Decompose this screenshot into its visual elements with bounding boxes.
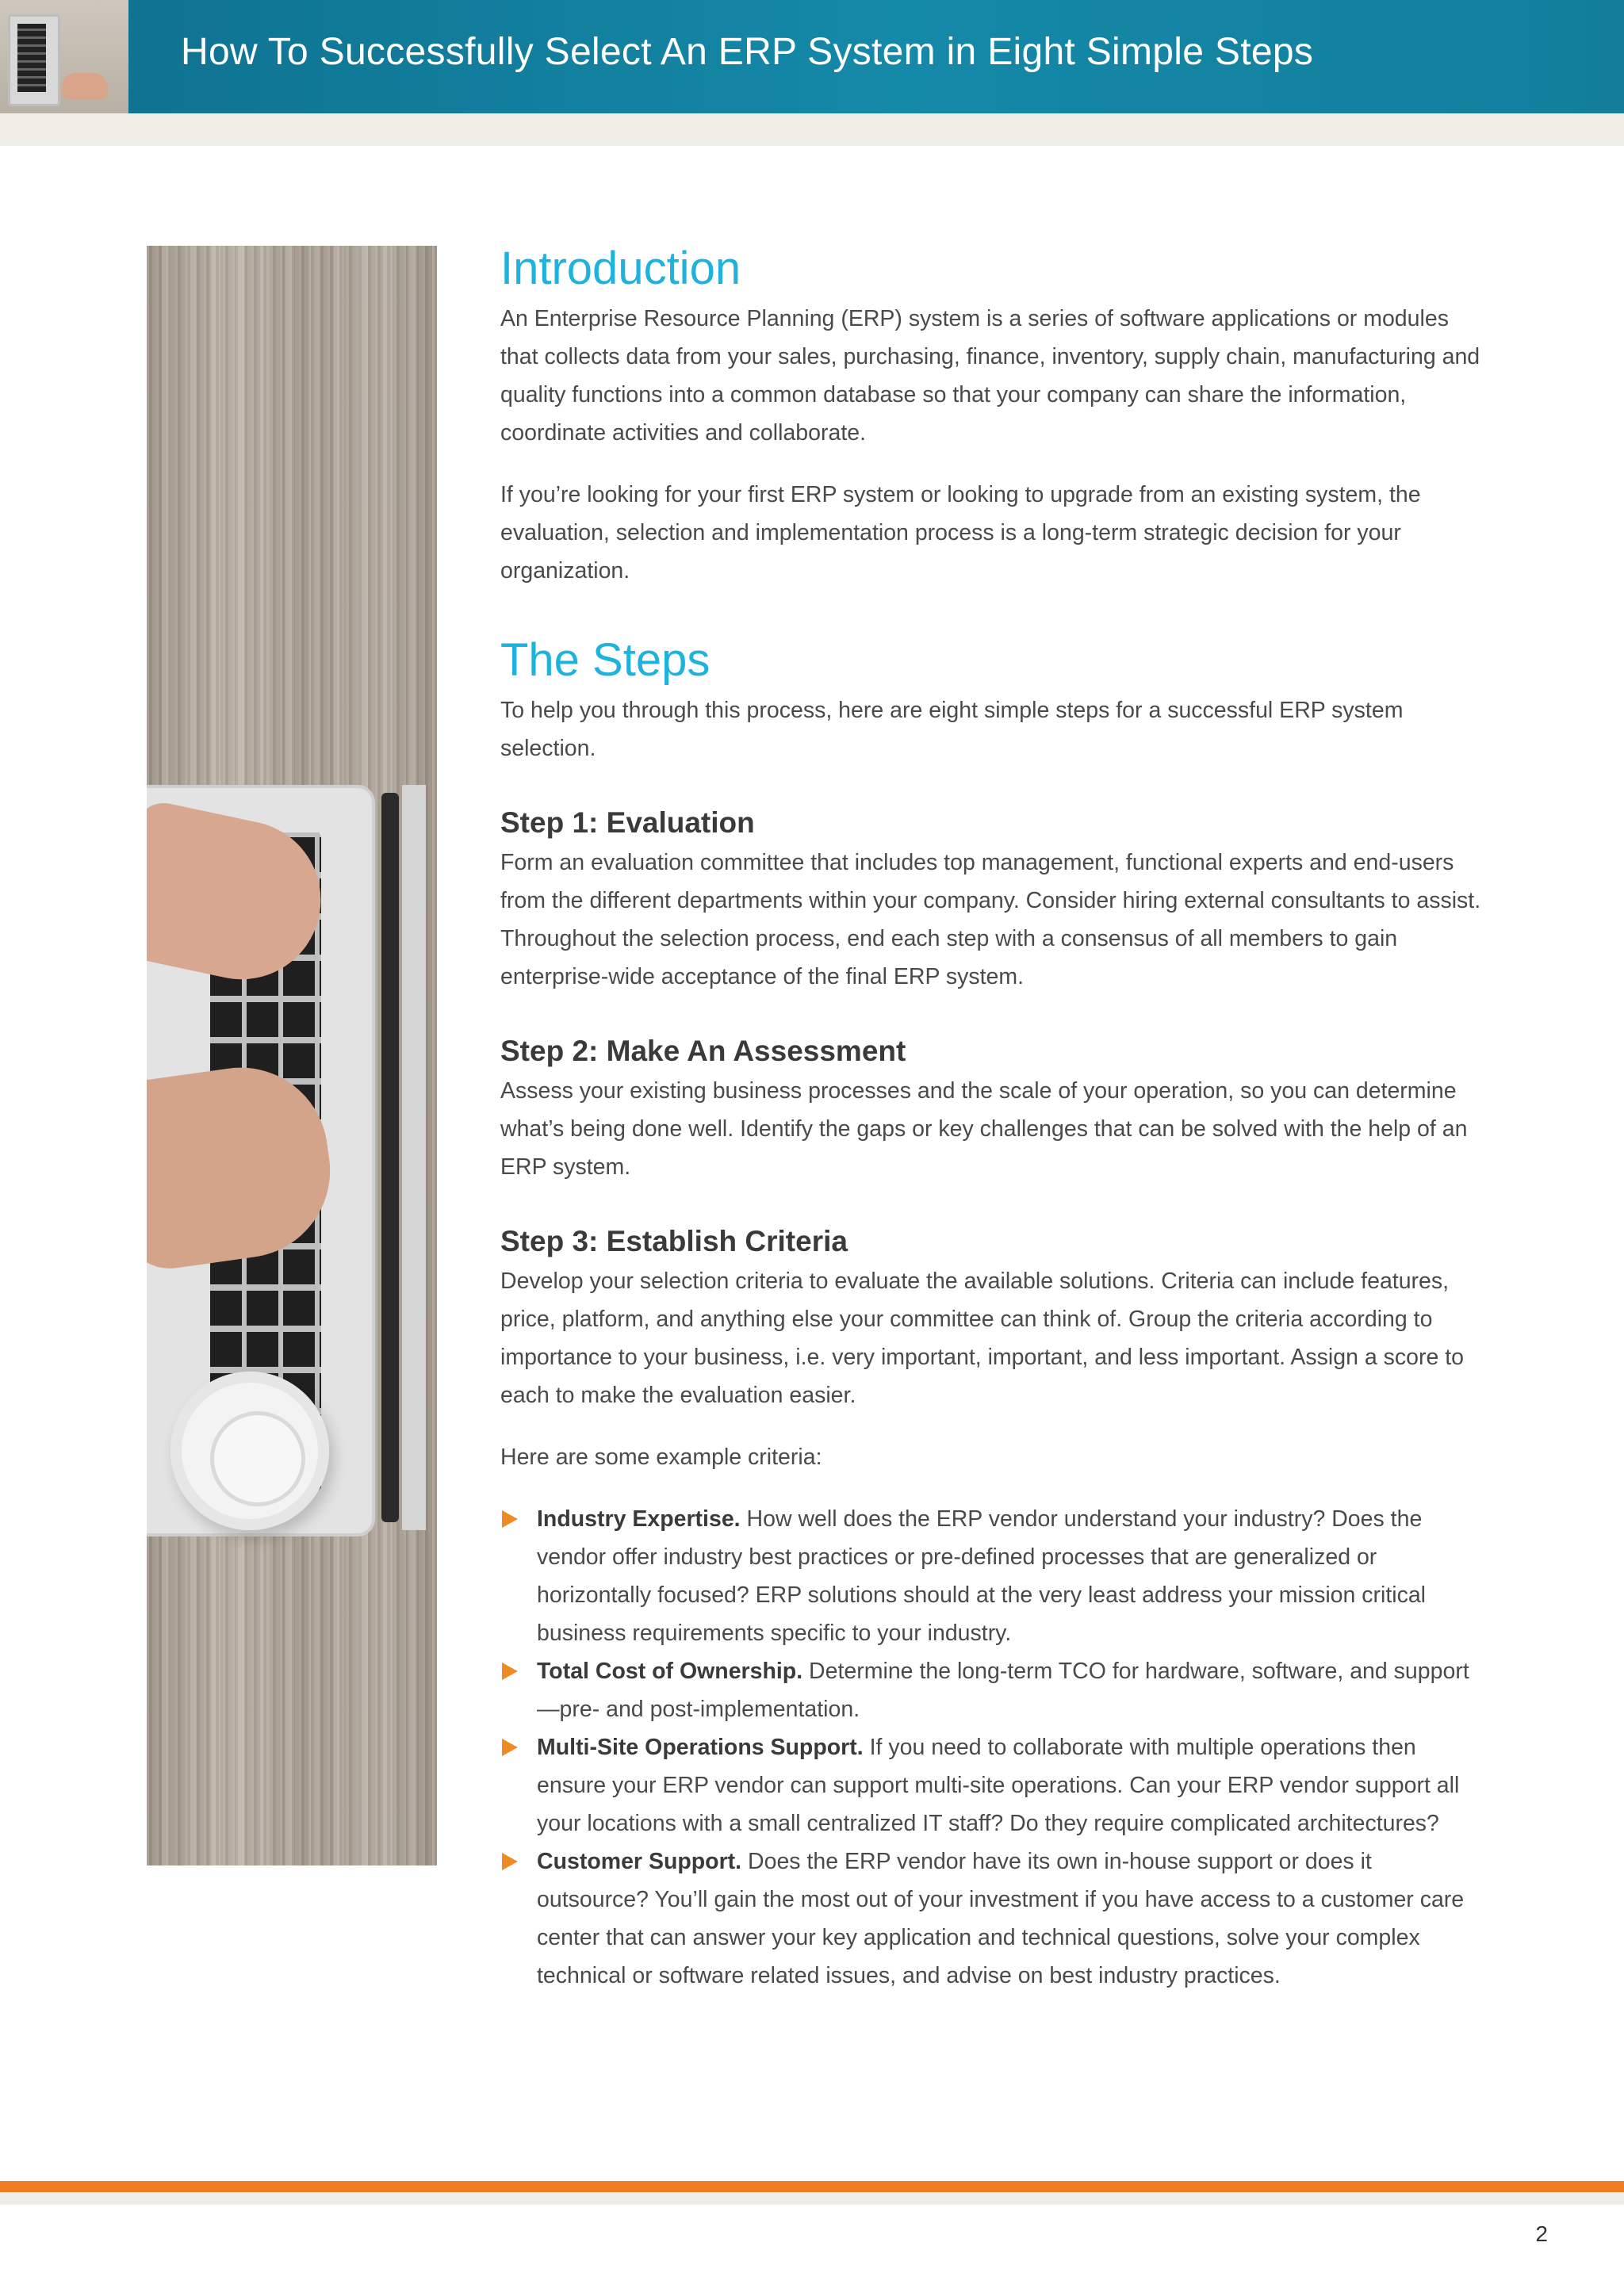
criteria-title: Multi-Site Operations Support. [537,1735,864,1760]
criteria-title: Customer Support. [537,1849,742,1874]
bullet-triangle-icon [502,1510,518,1528]
page-number: 2 [1535,2221,1548,2246]
laptop-desk-photo [147,246,437,1866]
step-body: Assess your existing business processes and the scale of your operation, so you can determine what’s being done well. Identify the gaps or key challenges that can be solved with the help of an ERP system. [500,1078,1468,1180]
criteria-item [500,1728,1484,1843]
step-body: Form an evaluation committee that includes top management, functional experts and end-users from the different departments within your company. Consider hiring external consultants to assist. Throughout the selection process, end each step with a consensus of all members to gain enterprise-wide acceptance of the final ERP system. [500,850,1481,989]
criteria-item [500,1843,1484,1995]
page-header [0,0,1624,113]
criteria-item [500,1500,1484,1652]
main-content [500,238,1484,1995]
criteria-list [500,1500,1484,1995]
steps-heading: The Steps [500,634,710,686]
criteria-text: Determine the long-term TCO for hardware, software, and support—pre- and post-implementation. [537,1659,1469,1722]
intro-paragraph: If you’re looking for your first ERP system or looking to upgrade from an existing system, the evaluation, selection and implementation process is a long-term strategic decision for your organization. [500,482,1421,584]
step-title: Step 3: Establish Criteria [500,1225,848,1257]
intro-paragraph: An Enterprise Resource Planning (ERP) system is a series of software applications or modules that collects data from your sales, purchasing, finance, inventory, supply chain, manufacturing and quality functions into a common database so that your company can share the information, coordinate activities and collaborate. [500,306,1480,446]
bullet-triangle-icon [502,1663,518,1680]
criteria-text: Does the ERP vendor have its own in-house support or does it outsource? You’ll gain the most out of your investment if you have access to a customer care center that can answer your key application and technical questions, solve your complex technical or software related issues, and advise on best industry practices. [537,1849,1465,1988]
step-title: Step 2: Make An Assessment [500,1035,906,1067]
criteria-item [500,1652,1484,1728]
intro-heading: Introduction [500,243,741,294]
footer-band [0,2192,1624,2205]
criteria-text: How well does the ERP vendor understand your industry? Does the vendor offer industry best practices or pre-defined processes that are generalized or horizontally focused? ERP solutions should at the very least address your mission critical business requirements specific to your industry. [537,1506,1427,1646]
criteria-text: If you need to collaborate with multiple operations then ensure your ERP vendor can support multi-site operations. Can your ERP vendor support all your locations with a small centralized IT staff? Do they require complicated architectures? [537,1735,1460,1836]
step-body: Develop your selection criteria to evaluate the available solutions. Criteria can include features, price, platform, and anything else your committee can think of. Group the criteria according to importance to your business, i.e. very important, important, and less important. Assign a score to each to make the evaluation easier. [500,1269,1464,1408]
steps-lead: To help you through this process, here are eight simple steps for a successful ERP system selection. [500,698,1404,761]
criteria-intro: Here are some example criteria: [500,1445,822,1470]
document-title: How To Successfully Select An ERP System in Eight Simple Steps [181,31,1314,73]
footer-accent-bar [0,2181,1624,2192]
header-band [0,113,1624,146]
criteria-title: Industry Expertise. [537,1506,741,1532]
step-title: Step 1: Evaluation [500,806,755,839]
criteria-title: Total Cost of Ownership. [537,1659,803,1684]
bullet-triangle-icon [502,1853,518,1870]
header-laptop-photo [0,0,128,113]
bullet-triangle-icon [502,1739,518,1756]
